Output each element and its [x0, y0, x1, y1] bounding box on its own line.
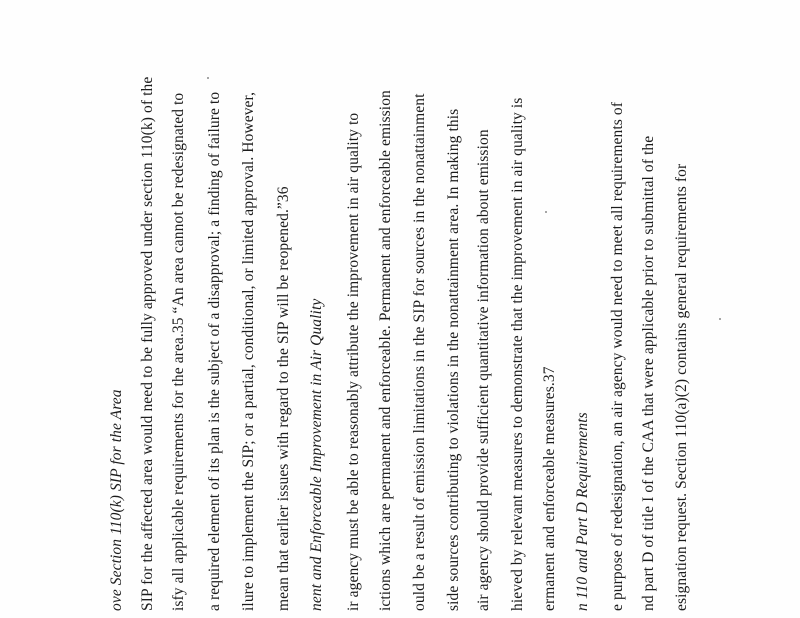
scan-speck	[719, 318, 721, 320]
text-line: side sources contributing to violations in the nonattainment area. In making this	[445, 108, 462, 611]
text-line: ould be a result of emission limitations in the SIP for sources in the nonattainment	[411, 93, 428, 611]
scan-speck	[207, 77, 209, 79]
text-line: mean that earlier issues with regard to the SIP will be reopened.”36	[275, 186, 292, 611]
text-line: isfy all applicable requirements for the area.35 “An area cannot be redesignated to	[170, 92, 187, 611]
text-line: SIP for the affected area would need to be fully approved under section 110(k) of the	[139, 76, 156, 611]
text-line: ilure to implement the SIP; or a partial, conditional, or limited approval. However,	[240, 91, 257, 611]
section-heading-part-d-requirements: n 110 and Part D Requirements	[574, 412, 591, 611]
text-line: air agency should provide sufficient quantitative information about emission	[475, 129, 492, 611]
text-line: esignation request. Section 110(a)(2) contains general requirements for	[673, 163, 690, 611]
scan-speck	[545, 211, 547, 213]
section-heading-permanent-improvement: nent and Enforceable Improvement in Air Quality	[308, 298, 325, 611]
section-heading-approved-sip: ove Section 110(k) SIP for the Area	[108, 389, 125, 611]
text-line: nd part D of title I of the CAA that were applicable prior to submittal of the	[640, 135, 657, 611]
text-line: ictions which are permanent and enforceable. Permanent and enforceable emission	[377, 90, 394, 611]
text-line: ir agency must be able to reasonably attribute the improvement in air quality to	[345, 112, 362, 611]
text-line: e purpose of redesignation, an air agency would need to meet all requirements of	[609, 102, 626, 611]
text-line: hieved by relevant measures to demonstrate that the improvement in air quality is	[509, 97, 526, 611]
text-line: ermanent and enforceable measures.37	[541, 366, 558, 611]
text-line: a required element of its plan is the subject of a disapproval; a finding of failure to	[206, 91, 223, 611]
